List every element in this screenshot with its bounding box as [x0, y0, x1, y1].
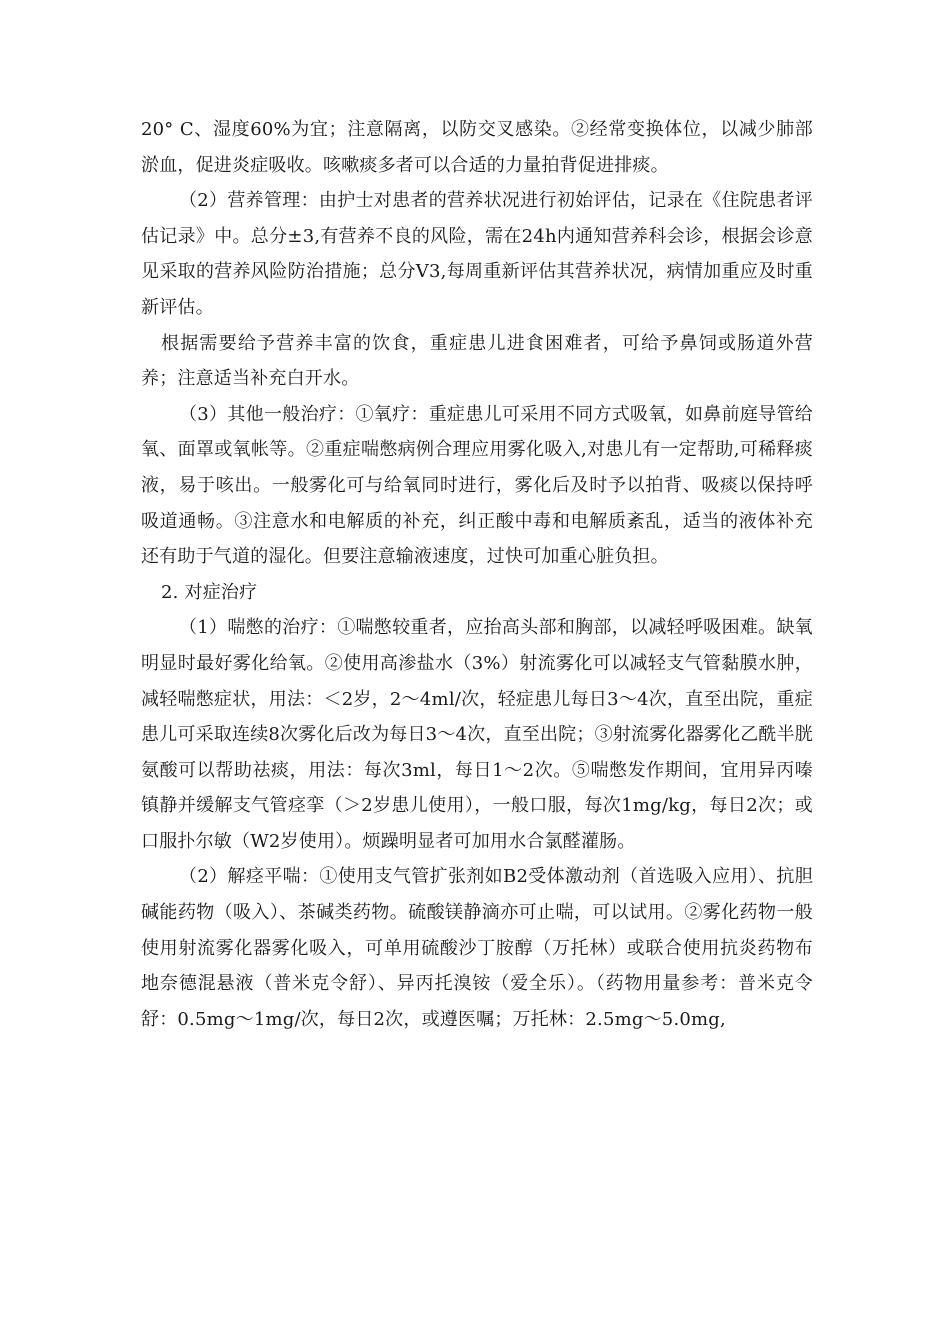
paragraph-diet: 根据需要给予营养丰富的饮食，重症患儿进食困难者，可给予鼻饲或肠道外营养；注意适当补充白开水。: [141, 332, 813, 390]
section-heading-symptomatic-treatment: 2. 对症治疗: [161, 581, 258, 603]
document-body: [141, 112, 813, 1037]
paragraph-other-general-treatment: （3）其他一般治疗：①氧疗：重症患儿可采用不同方式吸氧，如鼻前庭导管给氧、面罩或氧帐等。②重症喘憋病例合理应用雾化吸入,对患儿有一定帮助,可稀释痰液，易于咳出。一般雾化可与给氧同时进行，雾化后及时予以拍背、吸痰以保持呼吸道通畅。③注意水和电解质的补充，纠正酸中毒和电解质紊乱，适当的液体补充还有助于气道的湿化。但要注意输液速度，过快可加重心脏负担。: [141, 403, 813, 568]
paragraph-wheezing-treatment: （1）喘憋的治疗：①喘憋较重者，应抬高头部和胸部，以减轻呼吸困难。缺氧明显时最好雾化给氧。②使用高渗盐水（3%）射流雾化可以减轻支气管黏膜水肿，减轻喘憋症状，用法：＜2岁，2〜4ml/次，轻症患儿每日3〜4次，直至出院，重症患儿可采取连续8次雾化后改为每日3〜4次，直至出院；③射流雾化器雾化乙酰半胱氨酸可以帮助祛痰，用法：每次3ml，每日1〜2次。⑤喘憋发作期间，宜用异丙嗪镇静并缓解支气管痉挛（＞2岁患儿使用），一般口服，每次1mg/kg，每日2次；或口服扑尔敏（W2岁使用）。烦躁明显者可加用水合氯醛灌肠。: [141, 617, 813, 852]
paragraph-room-conditions: 20° C、湿度60%为宜；注意隔离，以防交叉感染。②经常变换体位，以减少肺部淤血，促进炎症吸收。咳嗽痰多者可以合适的力量拍背促进排痰。: [141, 119, 813, 176]
paragraph-nutrition-management: （2）营养管理：由护士对患者的营养状况进行初始评估，记录在《住院患者评估记录》中。总分±3,有营养不良的风险，需在24h内通知营养科会诊，根据会诊意见采取的营养风险防治措施；总分V3,每周重新评估其营养状况，病情加重应及时重新评估。: [141, 190, 813, 318]
paragraph-antispasmodic-antiasthmatic: （2）解痉平喘：①使用支气管扩张剂如B2受体激动剂（首选吸入应用）、抗胆碱能药物（吸入）、茶碱类药物。硫酸镁静滴亦可止喘，可以试用。②雾化药物一般使用射流雾化器雾化吸入，可单用硫酸沙丁胺醇（万托林）或联合使用抗炎药物布地奈德混悬液（普米克令舒）、异丙托溴铵（爱全乐）。（药物用量参考：普米克令舒：0.5mg〜1mg/次，每日2次，或遵医嘱；万托林：2.5mg〜5.0mg,: [141, 866, 813, 1030]
